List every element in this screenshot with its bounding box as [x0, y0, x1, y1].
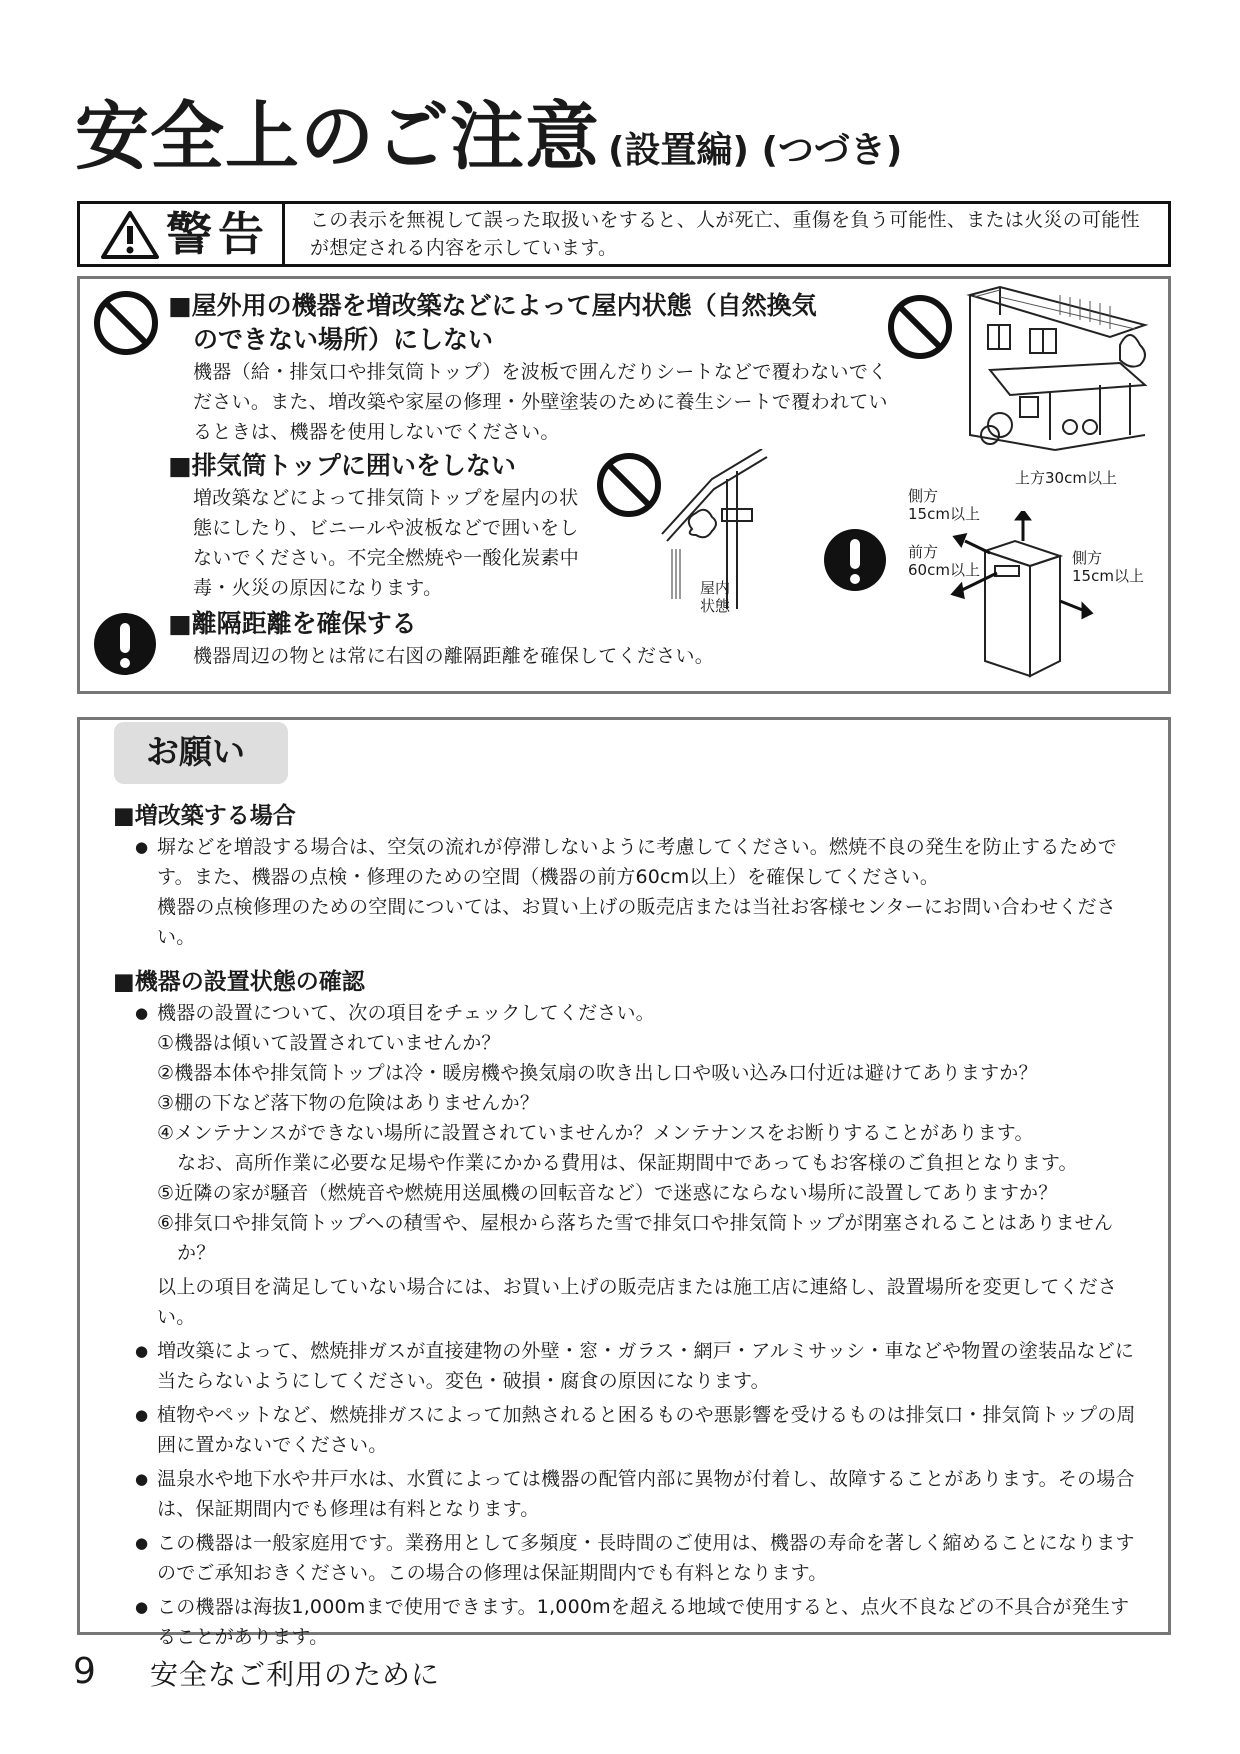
check-item-4-cont: なお、高所作業に必要な足場や作業にかかる費用は、保証期間中であってもお客様のご負担となります。	[177, 1152, 1078, 1174]
section2-note: 以上の項目を満足していない場合には、お買い上げの販売店または施工店に連絡し、設置場所を変更してください。	[157, 1276, 1118, 1328]
warning-label-cell	[80, 204, 285, 264]
request-content	[113, 800, 1138, 1652]
warning-item-exhaust-heading: ■排気筒トップに囲いをしない	[168, 451, 516, 480]
check-item-6: ⑥排気口や排気筒トップへの積雪や、屋根から落ちた雪で排気口や排気筒トップが閉塞されることはありませんか？	[157, 1212, 1114, 1264]
mandatory-icon-clearance	[92, 611, 158, 677]
clearance-top-label: 上方30cm以上	[1015, 469, 1117, 487]
request-tab-label: お願い	[146, 732, 245, 771]
warning-triangle-icon	[100, 210, 160, 260]
footer-section-title: 安全なご利用のために	[150, 1658, 441, 1691]
clearance-front-2: 60cm以上	[908, 561, 980, 579]
page-title	[75, 78, 902, 184]
indoor-state-label: 屋内状態	[700, 579, 731, 615]
title-sub: (設置編) (つづき)	[608, 130, 903, 171]
warning-item-indoor	[168, 289, 948, 447]
warning-item-indoor-body: 機器（給・排気口や排気筒トップ）を波板で囲んだりシートなどで覆わないでください。また、増改築や家屋の修理・外壁塗装のために養生シートで覆われているときは、機器を使用しないでください。	[193, 361, 888, 443]
clearance-side-right-1: 側方	[1072, 549, 1103, 567]
title-main: 安全上のご注意	[75, 94, 600, 180]
request-box	[77, 717, 1171, 1648]
check-item-4: ④メンテナンスができない場所に設置されていませんか？メンテナンスをお断りすることがあります。	[157, 1122, 1034, 1144]
request-tab	[114, 722, 288, 784]
prohibition-icon	[92, 289, 160, 357]
warning-description: この表示を無視して誤った取扱いをすると、人が死亡、重傷を負う可能性、または火災の可能性が想定される内容を示しています。	[310, 209, 1140, 259]
warning-item-indoor-heading-2: のできない場所）にしない	[193, 325, 494, 354]
check-item-1: ①機器は傾いて設置されていませんか？	[157, 1032, 501, 1054]
house-illustration	[960, 285, 1155, 455]
clearance-diagram	[935, 511, 1135, 681]
warning-item-clearance-body: 機器周辺の物とは常に右図の離隔距離を確保してください。	[193, 645, 715, 667]
warning-item-clearance-heading: ■離隔距離を確保する	[168, 609, 417, 638]
clearance-front-1: 前方	[908, 543, 939, 561]
warning-item-exhaust-body: 増改築などによって排気筒トップを屋内の状態にしたり、ビニールや波板などで囲いをしないでください。不完全燃焼や一酸化炭素中毒・火災の原因になります。	[193, 487, 580, 599]
check-item-5: ⑤近隣の家が騒音（燃焼音や燃焼用送風機の回転音など）で迷惑にならない場所に設置してありますか？	[157, 1182, 1058, 1204]
section2-bullet-4: ● この機器は一般家庭用です。業務用として多頻度・長時間のご使用は、機器の寿命を著しく縮めることになりますのでご承知おきください。この場合の修理は保証期間内でも有料となります。	[135, 1528, 1138, 1588]
section2-bullet-3: ● 温泉水や地下水や井戸水は、水質によっては機器の配管内部に異物が付着し、故障することがあります。その場合は、保証期間内でも修理は有料となります。	[135, 1464, 1138, 1524]
clearance-side-left-2: 15cm以上	[908, 505, 980, 523]
prohibition-icon-right	[886, 293, 954, 361]
section1-note: 機器の点検修理のための空間については、お買い上げの販売店または当社お客様センターにお問い合わせください。	[157, 896, 1116, 948]
warning-content-box	[77, 276, 1171, 694]
section1-heading: ■増改築する場合	[113, 803, 296, 829]
clearance-side-right-2: 15cm以上	[1072, 567, 1144, 585]
section2-bullet-5: ● この機器は海抜1,000mまで使用できます。1,000mを超える地域で使用すると、点火不良などの不具合が発生することがあります。	[135, 1592, 1138, 1652]
warning-header	[77, 201, 1171, 267]
warning-item-indoor-heading-1: ■屋外用の機器を増改築などによって屋内状態（自然換気	[168, 291, 817, 320]
section2-bullet-2: ● 植物やペットなど、燃焼排ガスによって加熱されると困るものや悪影響を受けるものは排気口・排気筒トップの周囲に置かないでください。	[135, 1400, 1138, 1460]
mandatory-icon	[822, 527, 888, 593]
section2-bullet-1: ● 増改築によって、燃焼排ガスが直接建物の外壁・窓・ガラス・網戸・アルミサッシ・車などや物置の塗装品などに当たらないようにしてください。変色・破損・腐食の原因になります。	[135, 1336, 1138, 1396]
warning-label: 警告	[166, 207, 270, 261]
section2-heading: ■機器の設置状態の確認	[113, 969, 365, 995]
section2-intro: ● 機器の設置について、次の項目をチェックしてください。	[135, 998, 1138, 1028]
warning-item-clearance	[168, 607, 868, 671]
check-item-2: ②機器本体や排気筒トップは冷・暖房機や換気扇の吹き出し口や吸い込み口付近は避けてありますか？	[157, 1062, 1038, 1084]
clearance-side-left-1: 側方	[908, 487, 939, 505]
check-item-3: ③棚の下など落下物の危険はありませんか？	[157, 1092, 540, 1114]
page-number: 9	[73, 1651, 96, 1692]
section1-bullet: ● 塀などを増設する場合は、空気の流れが停滞しないように考慮してください。燃焼不良の発生を防止するためです。また、機器の点検・修理のための空間（機器の前方60cm以上）を確保してください。	[135, 832, 1138, 892]
